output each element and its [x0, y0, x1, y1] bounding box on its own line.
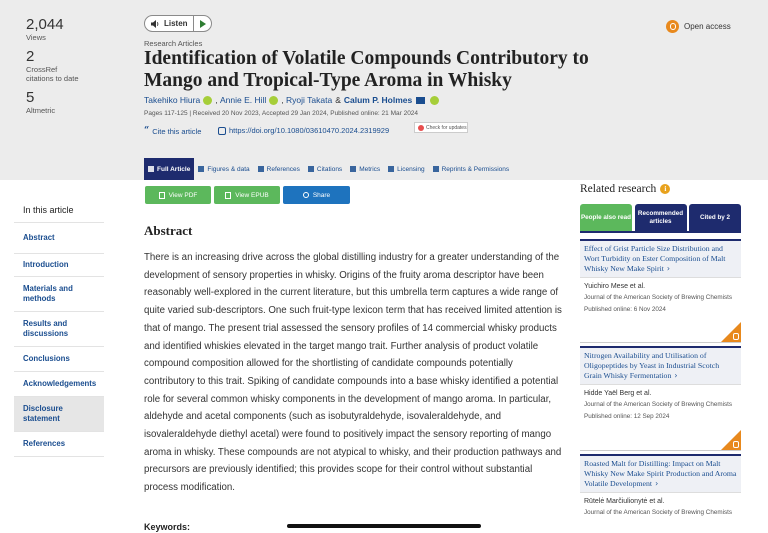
toc-item-abstract[interactable]: Abstract	[14, 223, 104, 254]
tab-reprints[interactable]: Reprints & Permissions	[429, 158, 514, 180]
view-pdf-button[interactable]: View PDF	[145, 186, 211, 204]
related-article-card	[580, 239, 741, 343]
abstract-text: There is an increasing drive across the global distilling industry for a greater understanding of the development of sensory properties in whisky. Origins of the fruity aroma descriptor have been reasonably well-explored in the current literature, but this umbrella term captures a wide range of quite varied sub-descriptors. One such fruit-type lexicon term that has received limited attention is that of mango. The present trial assessed the sensory profiles of 14 commercial whisky products and identified whiskies elevated in the target mango trait. Further analysis of product volatile compound composition allowed for the shortlisting of candidate compounds potentially contributory to this trait. Spiking of candidate compounds into a base whisky identified a potential role for several common whisky components in the development of mango aroma. In particular, aldehyde and acetal components (such as isobutyraldehyde, isovaleraldehyde, and isovaleraldehyde diethyl acetal) were found to positively impact the sensory reporting of mango aroma in whisky. These compounds are not atypical to whisky, and their production pathways and precursors are previously identified; this provides scope for their control without substantial process modification.	[144, 252, 562, 494]
cite-this-article-link[interactable]	[144, 126, 201, 136]
open-access-lock-icon	[733, 333, 739, 340]
view-epub-button[interactable]: View EPUB	[214, 186, 280, 204]
tab-cited-by[interactable]: Cited by 2	[689, 204, 741, 231]
related-article-title-link[interactable]: Effect of Grist Particle Size Distribution and Wort Turbidity on Ester Composition of Malt Whisky New Make Spirit ›	[580, 239, 741, 277]
share-button[interactable]: Share	[283, 186, 350, 204]
crossref-count[interactable]: 2	[26, 48, 35, 65]
open-access-label: Open access	[684, 22, 731, 31]
related-article-date: Published online: 12 Sep 2024	[584, 412, 670, 420]
article-metrics	[26, 16, 126, 121]
tab-full-article[interactable]: Full Article	[144, 158, 194, 180]
chevron-right-icon: ›	[674, 371, 678, 380]
table-of-contents	[14, 222, 104, 457]
link-icon	[218, 127, 226, 135]
toc-item-materials[interactable]: Materials and methods	[14, 277, 104, 312]
orcid-icon[interactable]	[269, 96, 278, 105]
tab-citations[interactable]: Citations	[304, 158, 346, 180]
open-access-icon	[666, 20, 679, 33]
keywords-label: Keywords:	[144, 522, 191, 532]
corresponding-author-name[interactable]: Calum P. Holmes	[343, 95, 413, 105]
toc-item-introduction[interactable]: Introduction	[14, 254, 104, 277]
print-icon	[433, 166, 439, 172]
orcid-icon[interactable]	[203, 96, 212, 105]
tab-figures[interactable]: Figures & data	[194, 158, 253, 180]
toc-item-acknowledgements[interactable]: Acknowledgements	[14, 372, 104, 397]
quote-icon: “	[144, 126, 150, 136]
chevron-right-icon: ›	[655, 479, 659, 488]
bar-chart-icon	[350, 166, 356, 172]
crossref-label-2: citations to date	[26, 74, 79, 83]
tab-references[interactable]: References	[254, 158, 304, 180]
article-type: Research Articles	[144, 39, 203, 48]
epub-icon	[225, 192, 231, 199]
related-article-card	[580, 454, 741, 533]
tab-people-also-read[interactable]: People also read	[580, 204, 632, 231]
home-indicator[interactable]	[287, 524, 481, 528]
views-label: Views	[26, 33, 46, 42]
related-article-journal: Journal of the American Society of Brewing Chemists	[584, 509, 733, 516]
related-article-author: Hidde Yaël Berg et al.	[580, 384, 741, 400]
related-article-author: Rūtelė Marčiulionytė et al.	[580, 492, 741, 508]
related-article-journal: Journal of the American Society of Brewing Chemists	[584, 294, 733, 301]
image-icon	[198, 166, 204, 172]
related-tabs	[580, 204, 741, 231]
open-access-lock-icon	[733, 441, 739, 448]
related-article-title-link[interactable]: Nitrogen Availability and Utilisation of Oligopeptides by Yeast in Industrial Scotch Grain Whisky Fermentation ›	[580, 346, 741, 384]
crossmark-icon	[418, 125, 424, 131]
book-icon	[258, 166, 264, 172]
related-article-author: Yuichiro Mese et al.	[580, 277, 741, 293]
toc-item-disclosure[interactable]: Disclosure statement	[14, 397, 104, 432]
related-tabs-underline	[580, 231, 741, 233]
doi-text: https://doi.org/10.1080/03610470.2024.2319929	[229, 126, 390, 135]
related-article-title-link[interactable]: Roasted Malt for Distilling: Impact on Malt Whisky New Make Spirit Production and Aroma Volatile Development ›	[580, 454, 741, 492]
pdf-icon	[159, 192, 165, 199]
toc-item-references[interactable]: References	[14, 432, 104, 457]
abstract-heading: Abstract	[144, 223, 193, 238]
related-article-journal: Journal of the American Society of Brewing Chemists	[584, 401, 733, 408]
open-access-badge	[666, 20, 731, 33]
author-name[interactable]: Ryoji Takata	[286, 95, 333, 105]
check-for-updates-badge[interactable]	[414, 122, 468, 133]
tab-recommended-articles[interactable]: Recommended articles	[635, 204, 687, 231]
copyright-icon	[388, 166, 394, 172]
chevron-right-icon: ›	[666, 264, 671, 273]
listen-divider	[193, 15, 194, 32]
speaker-icon	[150, 19, 160, 29]
check-updates-label: Check for updates	[426, 124, 467, 131]
tab-licensing[interactable]: Licensing	[384, 158, 428, 180]
related-article-card	[580, 346, 741, 451]
author-name[interactable]: Takehiko Hiura	[144, 95, 201, 105]
quote-icon	[308, 166, 314, 172]
author-list: Takehiko Hiura , Annie E. Hill , Ryoji Takata & Calum P. Holmes	[144, 95, 442, 105]
tab-metrics[interactable]: Metrics	[346, 158, 384, 180]
altmetric-count[interactable]: 5	[26, 89, 35, 106]
doi-link[interactable]	[218, 126, 389, 135]
author-name[interactable]: Annie E. Hill	[219, 95, 267, 105]
document-icon	[148, 166, 154, 172]
altmetric-label: Altmetric	[26, 106, 56, 115]
related-research-title: Related research i	[580, 183, 670, 195]
related-article-date: Published online: 6 Nov 2024	[584, 305, 666, 313]
toc-item-results[interactable]: Results and discussions	[14, 312, 104, 347]
play-icon[interactable]	[200, 20, 206, 28]
listen-button[interactable]	[144, 15, 212, 32]
views-count: 2,044	[26, 16, 64, 33]
article-title: Identification of Volatile Compounds Contributory to Mango and Tropical-Type Aroma in Whisky	[144, 48, 589, 91]
crossref-label: CrossRef	[26, 65, 58, 74]
orcid-icon[interactable]	[430, 96, 439, 105]
listen-label: Listen	[164, 19, 188, 28]
share-icon	[303, 192, 309, 198]
cite-label: Cite this article	[152, 126, 202, 136]
article-tabs	[144, 158, 513, 180]
email-icon[interactable]	[416, 97, 425, 104]
toc-title: In this article	[23, 205, 74, 215]
info-icon[interactable]: i	[660, 184, 670, 194]
publication-info: Pages 117-125 | Received 20 Nov 2023, Accepted 29 Jan 2024, Published online: 21 Mar 2024	[144, 110, 419, 117]
toc-item-conclusions[interactable]: Conclusions	[14, 347, 104, 372]
author-ampersand: &	[335, 95, 341, 105]
